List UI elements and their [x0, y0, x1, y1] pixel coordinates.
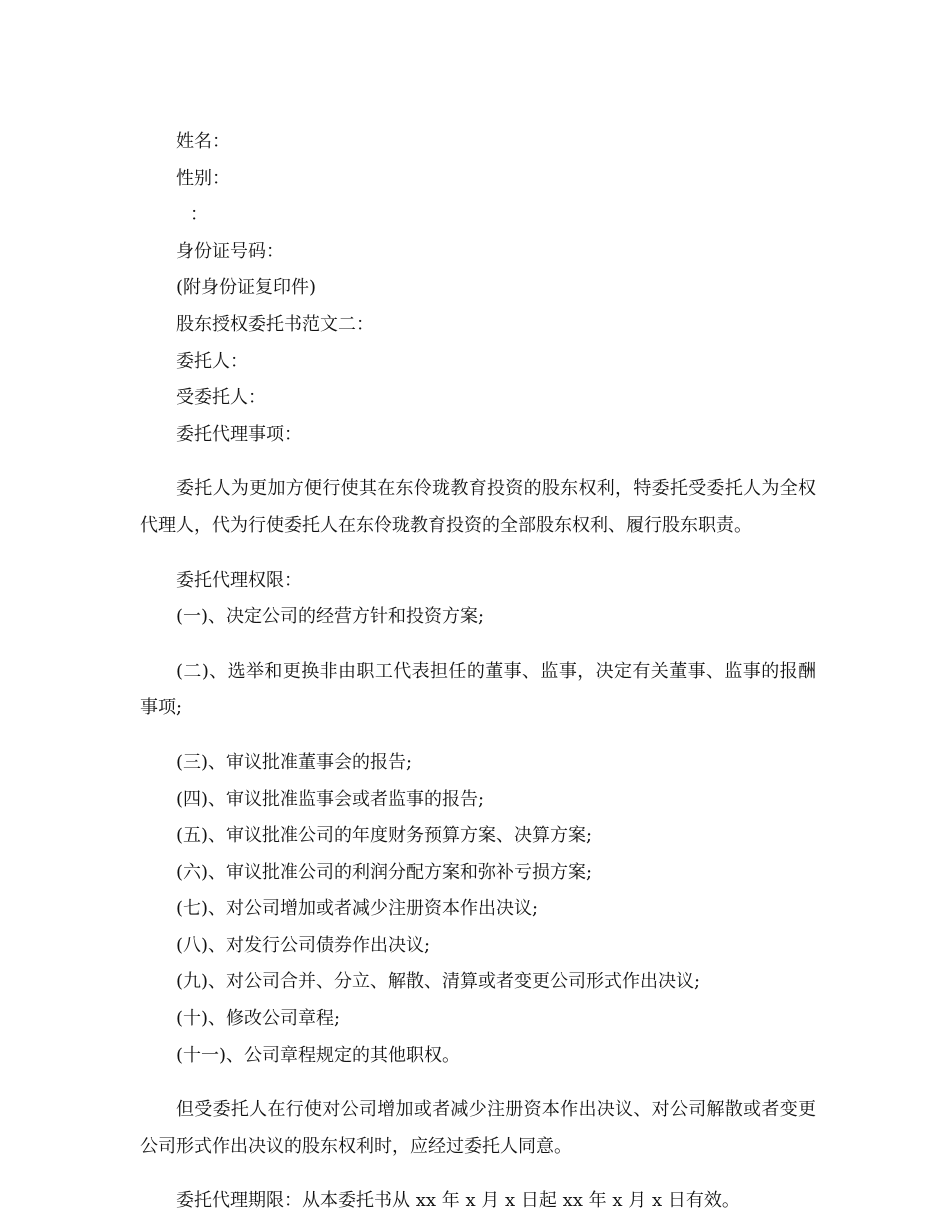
document-body [140, 124, 816, 1220]
field-agent: 受委托人： [176, 387, 266, 409]
authority-item: (十一)、公司章程规定的其他职权。 [176, 1044, 461, 1066]
section-heading: 股东授权委托书范文二： [176, 313, 374, 335]
field-id-copy-note: (附身份证复印件) [176, 277, 317, 299]
term-line: 委托代理期限：从本委托书从 xx 年 x 月 x 日起 xx 年 x 月 x 日有效。 [176, 1190, 740, 1212]
authority-label: 委托代理权限： [176, 569, 302, 591]
authority-item: (二)、选举和更换非由职工代表担任的董事、监事，决定有关董事、监事的报酬事项; [140, 660, 816, 719]
authority-item: (八)、对发行公司债券作出决议; [176, 934, 431, 956]
authority-item: (六)、审议批准公司的利润分配方案和弥补亏损方案; [176, 861, 593, 883]
paragraph-consent: 但受委托人在行使对公司增加或者减少注册资本作出决议、对公司解散或者变更公司形式作出决议的股东权利时，应经过委托人同意。 [140, 1099, 816, 1157]
authority-item: (四)、审议批准监事会或者监事的报告; [176, 788, 485, 810]
authority-item: (九)、对公司合并、分立、解散、清算或者变更公司形式作出决议; [176, 971, 701, 993]
authority-item: (一)、决定公司的经营方针和投资方案; [176, 606, 485, 628]
field-gender: 性别： [176, 167, 230, 189]
authority-item: (五)、审议批准公司的年度财务预算方案、决算方案; [176, 825, 593, 847]
field-blank: ： [190, 204, 208, 226]
field-principal: 委托人： [176, 350, 248, 372]
authority-item: (七)、对公司增加或者减少注册资本作出决议; [176, 898, 539, 920]
field-id-number: 身份证号码： [176, 240, 284, 262]
field-name: 姓名： [176, 131, 230, 152]
authority-item: (十)、修改公司章程; [176, 1008, 341, 1030]
authority-item: (三)、审议批准董事会的报告; [176, 751, 413, 773]
paragraph-purpose: 委托人为更加方便行使其在东伶珑教育投资的股东权利，特委托受委托人为全权代理人，代为行使委托人在东伶珑教育投资的全部股东权利、履行股东职责。 [140, 478, 816, 536]
field-matters: 委托代理事项： [176, 423, 302, 445]
